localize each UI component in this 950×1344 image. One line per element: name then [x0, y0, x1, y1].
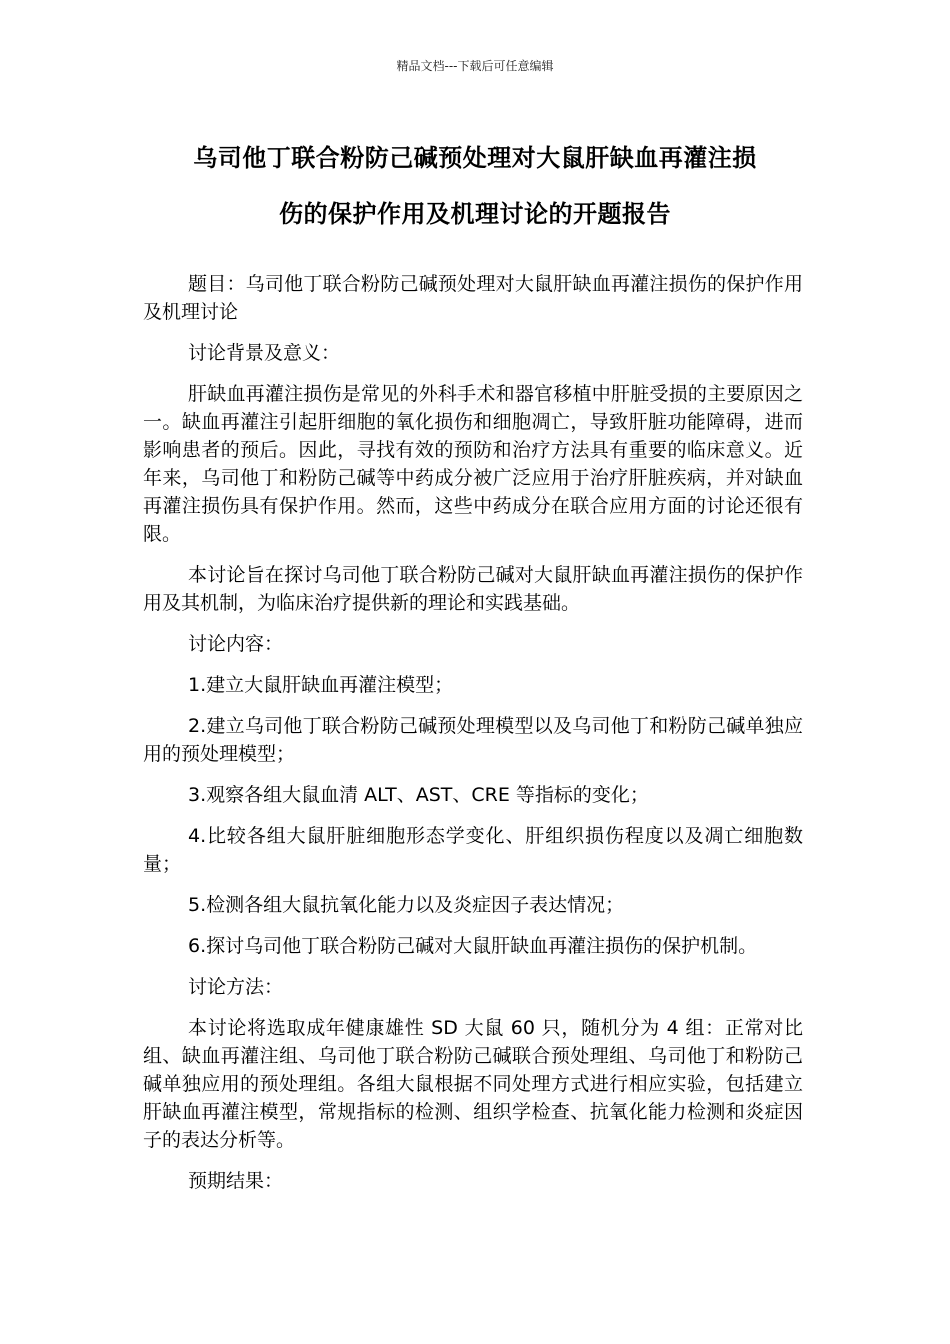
methods-paragraph: 本讨论将选取成年健康雄性 SD 大鼠 60 只，随机分为 4 组：正常对比组、缺血再灌注组、乌司他丁联合粉防己碱联合预处理组、乌司他丁和粉防己碱单独应用的预处理组。各组大鼠根据不同处理方式进行相应实验，包括建立肝缺血再灌注模型，常规指标的检测、组织学检查、抗氧化能力检测和炎症因子的表达分析等。: [143, 1017, 803, 1151]
title-line-2: 伤的保护作用及机理讨论的开题报告: [279, 200, 671, 228]
topic-paragraph: 题目：乌司他丁联合粉防己碱预处理对大鼠肝缺血再灌注损伤的保护作用及机理讨论: [143, 273, 803, 323]
document-title: [140, 130, 810, 242]
content-item-3: 3.观察各组大鼠血清 ALT、AST、CRE 等指标的变化；: [188, 784, 649, 806]
section-heading-background: 讨论背景及意义：: [188, 342, 341, 364]
content-item-6: 6.探讨乌司他丁联合粉防己碱对大鼠肝缺血再灌注损伤的保护机制。: [188, 935, 758, 957]
page-header: 精品文档---下载后可任意编辑: [396, 59, 554, 73]
title-line-1: 乌司他丁联合粉防己碱预处理对大鼠肝缺血再灌注损: [193, 144, 757, 172]
document-body: [143, 270, 803, 1208]
section-heading-expected-results: 预期结果：: [188, 1170, 284, 1192]
aim-paragraph: 本讨论旨在探讨乌司他丁联合粉防己碱对大鼠肝缺血再灌注损伤的保护作用及其机制，为临床治疗提供新的理论和实践基础。: [143, 564, 803, 614]
content-item-5: 5.检测各组大鼠抗氧化能力以及炎症因子表达情况；: [188, 894, 625, 916]
content-item-2: 2.建立乌司他丁联合粉防己碱预处理模型以及乌司他丁和粉防己碱单独应用的预处理模型；: [143, 715, 803, 765]
section-heading-methods: 讨论方法：: [188, 976, 284, 998]
content-item-4: 4.比较各组大鼠肝脏细胞形态学变化、肝组织损伤程度以及凋亡细胞数量；: [143, 825, 803, 875]
section-heading-content: 讨论内容：: [188, 633, 284, 655]
background-paragraph: 肝缺血再灌注损伤是常见的外科手术和器官移植中肝脏受损的主要原因之一。缺血再灌注引起肝细胞的氧化损伤和细胞凋亡，导致肝脏功能障碍，进而影响患者的预后。因此，寻找有效的预防和治疗方法具有重要的临床意义。近年来，乌司他丁和粉防己碱等中药成分被广泛应用于治疗肝脏疾病，并对缺血再灌注损伤具有保护作用。然而，这些中药成分在联合应用方面的讨论还很有限。: [143, 383, 803, 545]
content-item-1: 1.建立大鼠肝缺血再灌注模型；: [188, 674, 454, 696]
